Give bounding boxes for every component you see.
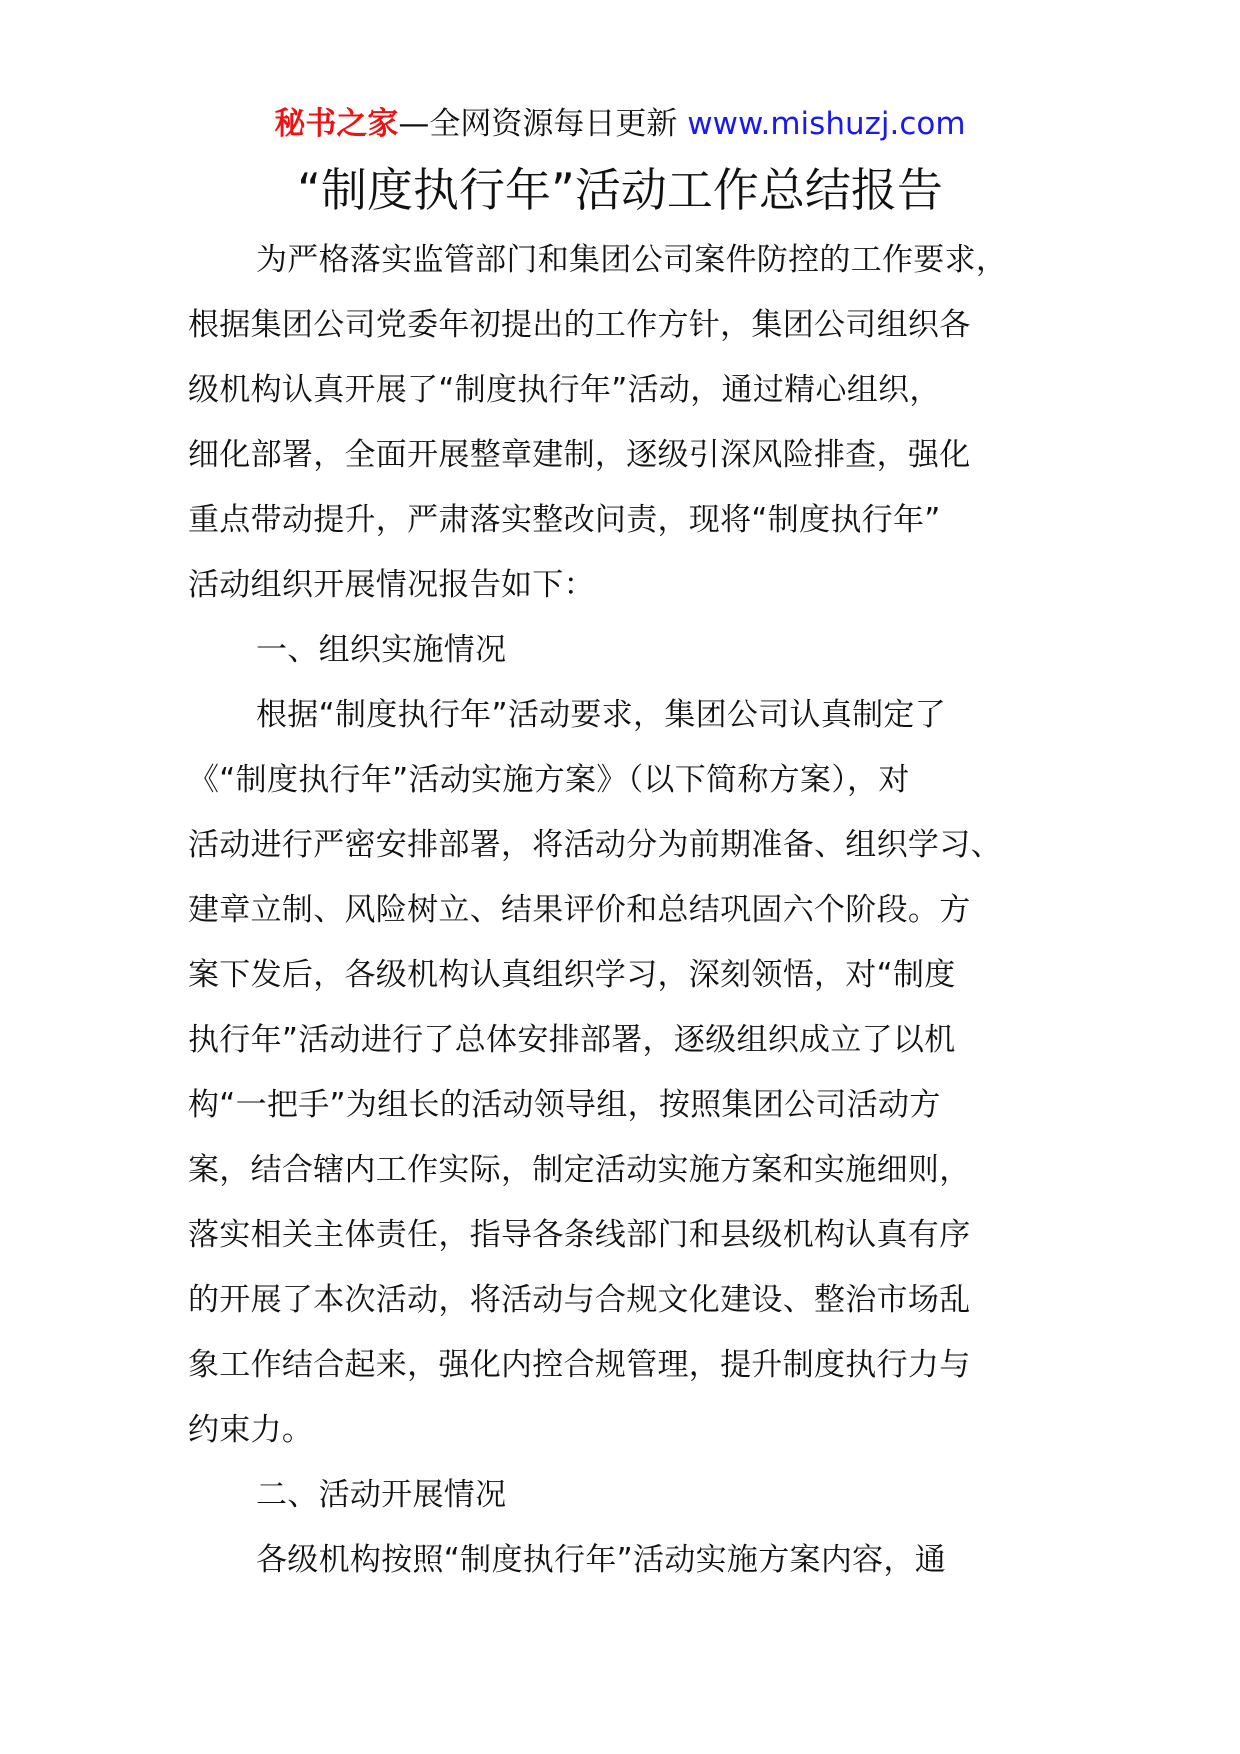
paragraph-line: 建章立制、风险树立、结果评价和总结巩固六个阶段。方 [188, 892, 971, 928]
paragraph-line: 构“一把手”为组长的活动领导组，按照集团公司活动方 [188, 1087, 941, 1123]
header-tagline: —全网资源每日更新 [398, 106, 688, 142]
paragraph-line: 重点带动提升，严肃落实整改问责，现将“制度执行年” [188, 502, 941, 538]
section-heading: 二、活动开展情况 [256, 1477, 507, 1513]
site-header [0, 102, 1240, 146]
paragraph-line: 执行年”活动进行了总体安排部署，逐级组织成立了以机 [188, 1022, 956, 1058]
document-title: “制度执行年”活动工作总结报告 [297, 163, 943, 217]
brand-name: 秘书之家 [274, 106, 399, 142]
paragraph-line: 活动进行严密安排部署，将活动分为前期准备、组织学习、 [188, 827, 1002, 863]
paragraph-line: 活动组织开展情况报告如下： [188, 567, 595, 603]
paragraph-line: 案下发后，各级机构认真组织学习，深刻领悟，对“制度 [188, 957, 956, 993]
paragraph-line: 根据“制度执行年”活动要求，集团公司认真制定了 [256, 697, 947, 733]
paragraph-line: 案，结合辖内工作实际，制定活动实施方案和实施细则， [188, 1152, 971, 1188]
paragraph-line: 细化部署，全面开展整章建制，逐级引深风险排查，强化 [188, 437, 971, 473]
paragraph-line: 各级机构按照“制度执行年”活动实施方案内容，通 [256, 1542, 947, 1578]
paragraph-line: 根据集团公司党委年初提出的工作方针，集团公司组织各 [188, 307, 971, 343]
site-url-link[interactable]: www.mishuzj.com [687, 106, 966, 142]
section-heading: 一、组织实施情况 [256, 632, 507, 668]
paragraph-line: 约束力。 [188, 1412, 314, 1448]
paragraph-line: 象工作结合起来，强化内控合规管理，提升制度执行力与 [188, 1347, 971, 1383]
document-body [188, 228, 1068, 1593]
paragraph-line: 为严格落实监管部门和集团公司案件防控的工作要求， [256, 242, 1008, 278]
paragraph-line: 级机构认真开展了“制度执行年”活动，通过精心组织， [188, 372, 941, 408]
paragraph-line: 的开展了本次活动，将活动与合规文化建设、整治市场乱 [188, 1282, 971, 1318]
paragraph-line: 落实相关主体责任，指导各条线部门和县级机构认真有序 [188, 1217, 971, 1253]
paragraph-line: 《“制度执行年”活动实施方案》（以下简称方案），对 [188, 762, 910, 798]
